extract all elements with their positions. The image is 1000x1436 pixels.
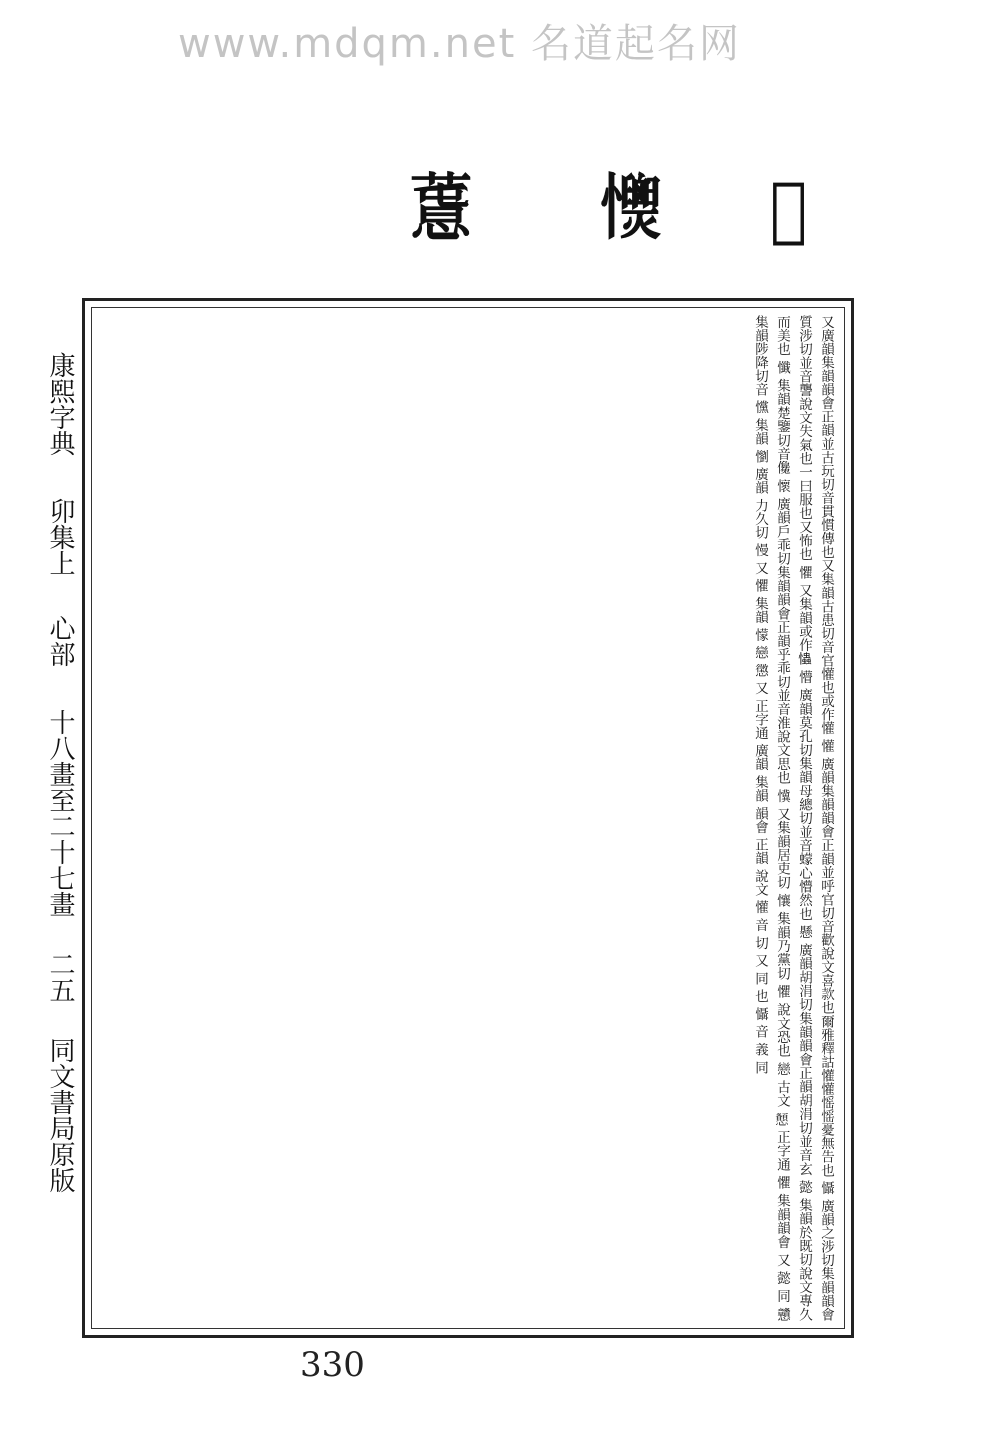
stroke-range-label: 十八畫至二十七畫 <box>45 708 75 917</box>
book-title: 康熙字典 <box>45 352 75 456</box>
dictionary-body-text: 又廣韻集韻韻會正韻並古玩切音貫慣傳也又集韻古患切音官懽也或作懽 懽 廣韻集韻韻會正韻並呼官切音歡說文喜款也爾雅釋詁懽懽愮愮憂無告也 懾 廣韻之涉切集韻韻會質涉切並音讋說文失氣也一曰服也又怖也 懼 又集韻或作𢥞 懵 廣韻莫孔切集韻母總切並音蠓心懵然也 懸 廣韻胡涓切集韻韻會正韻胡涓切並音玄 懿 集韻於既切說文專久而美也 懺 集韻楚鑒切音儳 懷 廣韻戶乖切集韻韻會正韻乎乖切並音淮說文思也 懻 又集韻居吏切 懹 集韻乃黨切 懼 說文恐也 戀 古文 𢥨 正字通 懼 集韻韻會 又 懿 同 戇 集韻陟降切音 戃 集韻 懰 廣韻 力久切 慢 又 懼 集韻 懞 戀 懲 又 正字通 廣韻 集韻 韻會 正韻 說文 懽 音 切 又 同 也 懾 音 義 同 <box>752 315 834 1321</box>
volume-label: 卯集上 <box>45 498 75 577</box>
publisher-label: 同文書局原版 <box>45 1037 75 1194</box>
page-side-column <box>40 352 80 1292</box>
page-number: 330 <box>300 1345 365 1385</box>
watermark-text: www.mdqm.net 名道起名网 <box>178 21 741 67</box>
seal-glyph-2: 𢥡 <box>600 166 663 251</box>
radical-label: 心部 <box>45 614 75 667</box>
seal-glyph-1: 𢡳 <box>410 166 473 251</box>
leaf-number: 二五 <box>45 951 75 1004</box>
dictionary-frame <box>82 298 854 1338</box>
seal-glyph-3: 𢤢 <box>770 166 808 251</box>
